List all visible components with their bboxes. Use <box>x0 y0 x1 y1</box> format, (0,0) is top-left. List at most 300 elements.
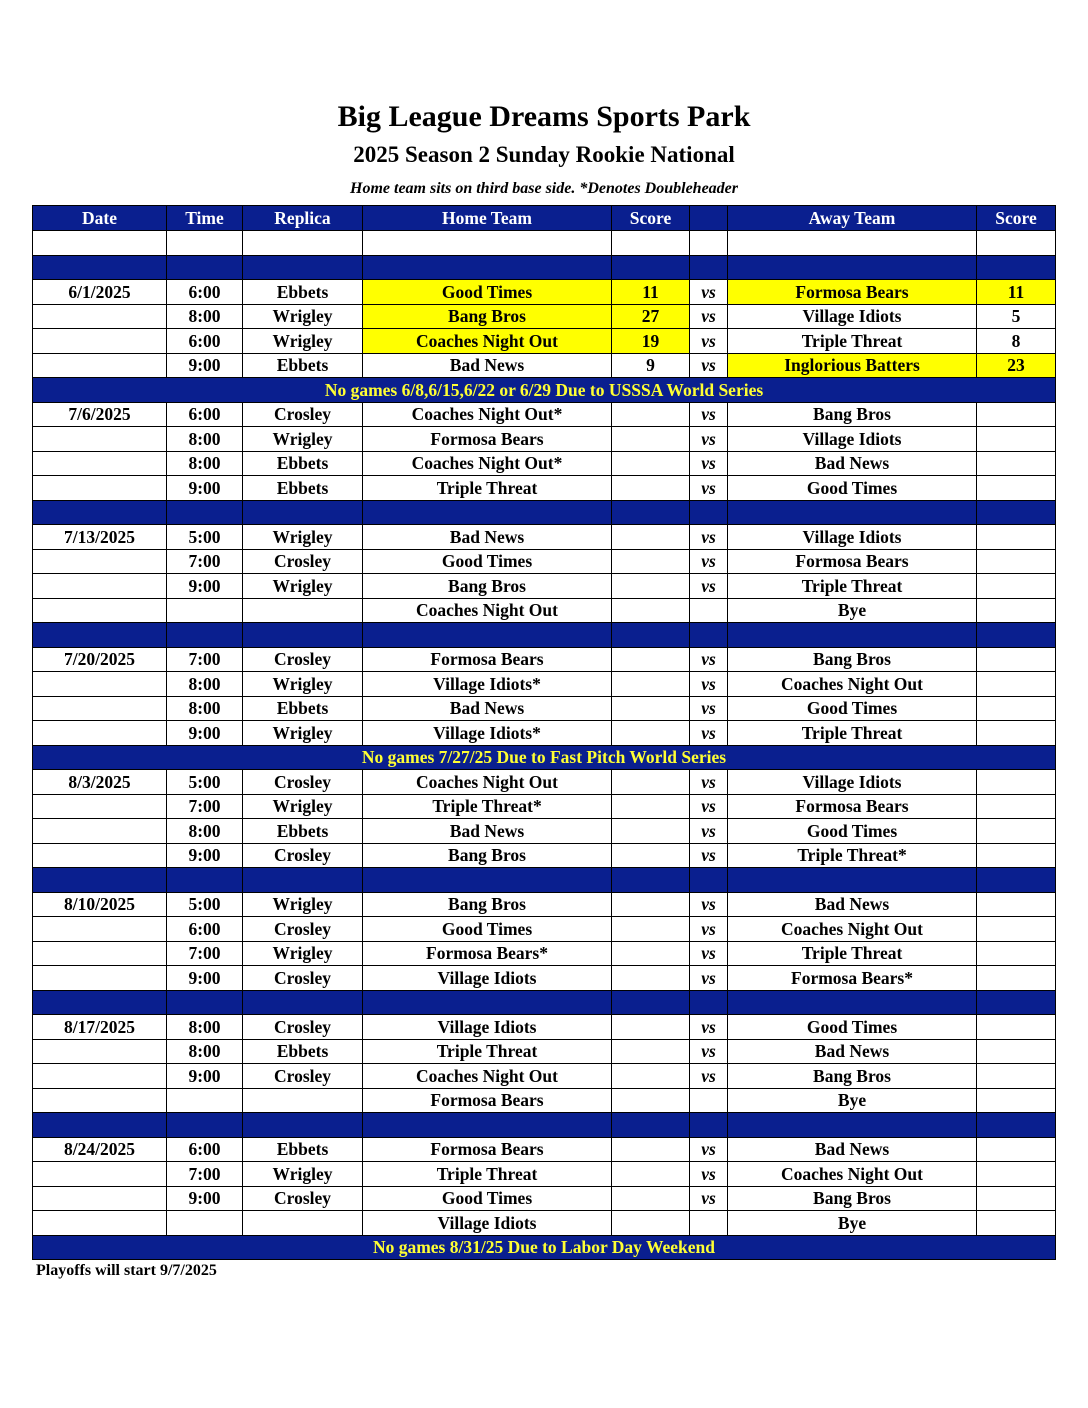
home-score-cell <box>612 427 690 452</box>
replica-cell: Ebbets <box>243 476 363 501</box>
home-team-cell: Coaches Night Out <box>363 770 612 795</box>
replica-cell: Ebbets <box>243 451 363 476</box>
home-score-cell: 9 <box>612 353 690 378</box>
column-header <box>690 206 728 231</box>
home-score-cell <box>612 721 690 746</box>
week-separator-row <box>33 623 1056 648</box>
vs-cell: vs <box>690 819 728 844</box>
away-score-cell <box>977 770 1056 795</box>
away-team-cell: Bang Bros <box>728 1064 977 1089</box>
date-cell <box>33 819 167 844</box>
empty-cell <box>977 500 1056 525</box>
game-row <box>33 647 1056 672</box>
empty-cell <box>612 868 690 893</box>
banner-text: No games 7/27/25 Due to Fast Pitch World Series <box>33 745 1056 770</box>
game-row <box>33 1039 1056 1064</box>
vs-cell: vs <box>690 1162 728 1187</box>
away-team-cell: Bad News <box>728 1039 977 1064</box>
away-team-cell: Triple Threat <box>728 574 977 599</box>
empty-cell <box>33 868 167 893</box>
away-score-cell <box>977 1211 1056 1236</box>
home-score-cell: 27 <box>612 304 690 329</box>
time-cell: 6:00 <box>167 280 243 305</box>
date-cell: 6/1/2025 <box>33 280 167 305</box>
home-team-cell: Village Idiots <box>363 1211 612 1236</box>
empty-cell <box>363 231 612 256</box>
away-team-cell: Coaches Night Out <box>728 672 977 697</box>
home-team-cell: Bang Bros <box>363 892 612 917</box>
replica-cell: Wrigley <box>243 794 363 819</box>
away-team-cell: Formosa Bears <box>728 549 977 574</box>
empty-cell <box>33 623 167 648</box>
vs-cell <box>690 598 728 623</box>
time-cell: 6:00 <box>167 329 243 354</box>
replica-cell: Wrigley <box>243 892 363 917</box>
time-cell: 7:00 <box>167 549 243 574</box>
home-team-cell: Formosa Bears <box>363 1137 612 1162</box>
empty-cell <box>363 623 612 648</box>
home-score-cell <box>612 402 690 427</box>
date-cell: 7/13/2025 <box>33 525 167 550</box>
away-score-cell <box>977 721 1056 746</box>
date-cell <box>33 598 167 623</box>
home-score-cell <box>612 696 690 721</box>
replica-cell: Ebbets <box>243 353 363 378</box>
away-team-cell: Good Times <box>728 819 977 844</box>
vs-cell: vs <box>690 402 728 427</box>
vs-cell: vs <box>690 1186 728 1211</box>
date-cell <box>33 1186 167 1211</box>
home-team-cell: Bad News <box>363 819 612 844</box>
away-team-cell: Formosa Bears <box>728 280 977 305</box>
time-cell: 6:00 <box>167 1137 243 1162</box>
away-score-cell <box>977 672 1056 697</box>
vs-cell: vs <box>690 353 728 378</box>
home-team-cell: Good Times <box>363 280 612 305</box>
home-team-cell: Bad News <box>363 353 612 378</box>
away-team-cell: Bye <box>728 1088 977 1113</box>
no-games-banner <box>33 378 1056 403</box>
away-team-cell: Bad News <box>728 451 977 476</box>
date-cell <box>33 329 167 354</box>
empty-cell <box>728 1113 977 1138</box>
away-score-cell: 5 <box>977 304 1056 329</box>
game-row <box>33 819 1056 844</box>
game-row <box>33 941 1056 966</box>
empty-cell <box>728 990 977 1015</box>
week-separator-row <box>33 990 1056 1015</box>
replica-cell: Ebbets <box>243 819 363 844</box>
date-cell <box>33 794 167 819</box>
replica-cell <box>243 598 363 623</box>
away-team-cell: Triple Threat <box>728 329 977 354</box>
date-cell: 7/20/2025 <box>33 647 167 672</box>
game-row <box>33 1064 1056 1089</box>
time-cell: 9:00 <box>167 966 243 991</box>
away-score-cell <box>977 598 1056 623</box>
replica-cell: Wrigley <box>243 329 363 354</box>
vs-cell: vs <box>690 721 728 746</box>
away-score-cell <box>977 696 1056 721</box>
time-cell: 9:00 <box>167 843 243 868</box>
empty-cell <box>167 868 243 893</box>
empty-cell <box>243 500 363 525</box>
time-cell: 7:00 <box>167 1162 243 1187</box>
home-team-cell: Good Times <box>363 1186 612 1211</box>
replica-cell: Crosley <box>243 843 363 868</box>
date-cell <box>33 721 167 746</box>
game-row <box>33 1162 1056 1187</box>
blank-row <box>33 231 1056 256</box>
empty-cell <box>728 231 977 256</box>
away-score-cell <box>977 427 1056 452</box>
away-score-cell <box>977 1137 1056 1162</box>
away-team-cell: Bang Bros <box>728 647 977 672</box>
away-team-cell: Good Times <box>728 476 977 501</box>
column-header: Time <box>167 206 243 231</box>
time-cell: 6:00 <box>167 917 243 942</box>
week-separator-row <box>33 1113 1056 1138</box>
away-score-cell <box>977 819 1056 844</box>
no-games-banner <box>33 745 1056 770</box>
no-games-banner <box>33 1235 1056 1260</box>
game-row <box>33 1015 1056 1040</box>
replica-cell: Crosley <box>243 647 363 672</box>
date-cell <box>33 304 167 329</box>
empty-cell <box>363 1113 612 1138</box>
date-cell: 8/3/2025 <box>33 770 167 795</box>
home-score-cell <box>612 574 690 599</box>
table-header-row <box>33 206 1056 231</box>
away-score-cell <box>977 574 1056 599</box>
home-team-cell: Formosa Bears <box>363 647 612 672</box>
schedule-table <box>32 205 1056 1260</box>
vs-cell: vs <box>690 304 728 329</box>
game-row <box>33 843 1056 868</box>
home-score-cell <box>612 819 690 844</box>
time-cell <box>167 1088 243 1113</box>
away-score-cell <box>977 549 1056 574</box>
vs-cell: vs <box>690 966 728 991</box>
empty-cell <box>690 500 728 525</box>
empty-cell <box>612 1113 690 1138</box>
date-cell <box>33 917 167 942</box>
home-team-cell: Good Times <box>363 549 612 574</box>
empty-cell <box>33 990 167 1015</box>
replica-cell: Crosley <box>243 1064 363 1089</box>
time-cell <box>167 598 243 623</box>
away-team-cell: Triple Threat <box>728 721 977 746</box>
home-score-cell <box>612 770 690 795</box>
vs-cell: vs <box>690 892 728 917</box>
vs-cell: vs <box>690 1039 728 1064</box>
time-cell: 7:00 <box>167 647 243 672</box>
home-team-cell: Village Idiots <box>363 966 612 991</box>
date-cell <box>33 843 167 868</box>
time-cell: 8:00 <box>167 672 243 697</box>
date-cell: 8/10/2025 <box>33 892 167 917</box>
home-score-cell <box>612 917 690 942</box>
game-row <box>33 966 1056 991</box>
column-header: Score <box>612 206 690 231</box>
empty-cell <box>728 255 977 280</box>
away-team-cell: Bye <box>728 1211 977 1236</box>
empty-cell <box>243 990 363 1015</box>
empty-cell <box>612 500 690 525</box>
replica-cell: Crosley <box>243 1186 363 1211</box>
date-cell: 8/17/2025 <box>33 1015 167 1040</box>
date-cell <box>33 966 167 991</box>
time-cell <box>167 1211 243 1236</box>
date-cell <box>33 941 167 966</box>
empty-cell <box>33 231 167 256</box>
away-team-cell: Good Times <box>728 1015 977 1040</box>
empty-cell <box>728 623 977 648</box>
away-score-cell <box>977 1186 1056 1211</box>
away-score-cell <box>977 794 1056 819</box>
home-score-cell <box>612 451 690 476</box>
replica-cell: Wrigley <box>243 721 363 746</box>
home-score-cell <box>612 647 690 672</box>
time-cell: 8:00 <box>167 1039 243 1064</box>
week-separator-row <box>33 868 1056 893</box>
empty-cell <box>690 868 728 893</box>
home-team-cell: Formosa Bears <box>363 1088 612 1113</box>
date-cell <box>33 1039 167 1064</box>
empty-cell <box>363 868 612 893</box>
away-team-cell: Formosa Bears* <box>728 966 977 991</box>
game-row <box>33 549 1056 574</box>
game-row <box>33 1186 1056 1211</box>
vs-cell: vs <box>690 1015 728 1040</box>
away-team-cell: Bye <box>728 598 977 623</box>
away-score-cell <box>977 476 1056 501</box>
vs-cell: vs <box>690 549 728 574</box>
away-score-cell <box>977 1039 1056 1064</box>
replica-cell: Ebbets <box>243 1137 363 1162</box>
time-cell: 8:00 <box>167 427 243 452</box>
vs-cell <box>690 1211 728 1236</box>
time-cell: 9:00 <box>167 574 243 599</box>
empty-cell <box>167 231 243 256</box>
empty-cell <box>728 500 977 525</box>
replica-cell: Crosley <box>243 1015 363 1040</box>
away-score-cell <box>977 843 1056 868</box>
home-team-cell: Bad News <box>363 525 612 550</box>
vs-cell: vs <box>690 1137 728 1162</box>
time-cell: 5:00 <box>167 525 243 550</box>
away-score-cell <box>977 647 1056 672</box>
game-row <box>33 525 1056 550</box>
home-score-cell <box>612 1088 690 1113</box>
vs-cell: vs <box>690 696 728 721</box>
time-cell: 9:00 <box>167 353 243 378</box>
away-score-cell: 23 <box>977 353 1056 378</box>
game-row <box>33 574 1056 599</box>
time-cell: 9:00 <box>167 1186 243 1211</box>
time-cell: 9:00 <box>167 1064 243 1089</box>
vs-cell <box>690 1088 728 1113</box>
game-row <box>33 353 1056 378</box>
away-score-cell <box>977 1064 1056 1089</box>
home-score-cell <box>612 941 690 966</box>
replica-cell: Wrigley <box>243 941 363 966</box>
replica-cell: Wrigley <box>243 304 363 329</box>
replica-cell: Wrigley <box>243 672 363 697</box>
replica-cell: Crosley <box>243 917 363 942</box>
away-team-cell: Village Idiots <box>728 427 977 452</box>
game-row <box>33 329 1056 354</box>
time-cell: 8:00 <box>167 304 243 329</box>
empty-cell <box>690 231 728 256</box>
header-note: Home team sits on third base side. *Denotes Doubleheader <box>350 180 738 197</box>
game-row <box>33 451 1056 476</box>
away-score-cell: 8 <box>977 329 1056 354</box>
replica-cell: Crosley <box>243 966 363 991</box>
replica-cell: Ebbets <box>243 1039 363 1064</box>
time-cell: 9:00 <box>167 721 243 746</box>
vs-cell: vs <box>690 1064 728 1089</box>
vs-cell: vs <box>690 280 728 305</box>
away-team-cell: Bang Bros <box>728 402 977 427</box>
time-cell: 8:00 <box>167 1015 243 1040</box>
empty-cell <box>243 231 363 256</box>
empty-cell <box>243 623 363 648</box>
date-cell <box>33 696 167 721</box>
home-team-cell: Bang Bros <box>363 574 612 599</box>
away-team-cell: Bang Bros <box>728 1186 977 1211</box>
time-cell: 5:00 <box>167 770 243 795</box>
home-team-cell: Village Idiots* <box>363 721 612 746</box>
vs-cell: vs <box>690 917 728 942</box>
home-score-cell <box>612 1211 690 1236</box>
time-cell: 8:00 <box>167 696 243 721</box>
replica-cell: Wrigley <box>243 525 363 550</box>
home-team-cell: Coaches Night Out <box>363 1064 612 1089</box>
away-score-cell <box>977 966 1056 991</box>
empty-cell <box>167 1113 243 1138</box>
away-score-cell <box>977 941 1056 966</box>
home-score-cell <box>612 794 690 819</box>
game-row <box>33 1137 1056 1162</box>
game-row <box>33 696 1056 721</box>
vs-cell: vs <box>690 770 728 795</box>
home-team-cell: Bang Bros <box>363 843 612 868</box>
playoffs-note: Playoffs will start 9/7/2025 <box>36 1262 217 1279</box>
home-score-cell: 19 <box>612 329 690 354</box>
date-cell <box>33 353 167 378</box>
replica-cell: Crosley <box>243 549 363 574</box>
away-team-cell: Triple Threat* <box>728 843 977 868</box>
away-score-cell <box>977 917 1056 942</box>
away-team-cell: Good Times <box>728 696 977 721</box>
home-team-cell: Good Times <box>363 917 612 942</box>
game-row <box>33 794 1056 819</box>
column-header: Away Team <box>728 206 977 231</box>
game-row <box>33 672 1056 697</box>
date-cell <box>33 1088 167 1113</box>
empty-cell <box>690 623 728 648</box>
away-team-cell: Triple Threat <box>728 941 977 966</box>
empty-cell <box>167 990 243 1015</box>
game-row <box>33 1088 1056 1113</box>
away-score-cell: 11 <box>977 280 1056 305</box>
replica-cell: Wrigley <box>243 427 363 452</box>
date-cell <box>33 574 167 599</box>
home-team-cell: Coaches Night Out <box>363 598 612 623</box>
home-team-cell: Formosa Bears <box>363 427 612 452</box>
date-cell <box>33 427 167 452</box>
home-score-cell <box>612 1137 690 1162</box>
game-row <box>33 280 1056 305</box>
away-score-cell <box>977 451 1056 476</box>
column-header: Replica <box>243 206 363 231</box>
away-score-cell <box>977 402 1056 427</box>
empty-cell <box>33 255 167 280</box>
home-team-cell: Triple Threat <box>363 1162 612 1187</box>
empty-cell <box>690 255 728 280</box>
empty-cell <box>363 990 612 1015</box>
home-team-cell: Triple Threat <box>363 1039 612 1064</box>
game-row <box>33 770 1056 795</box>
game-row <box>33 892 1056 917</box>
empty-cell <box>612 990 690 1015</box>
date-cell: 8/24/2025 <box>33 1137 167 1162</box>
empty-cell <box>243 1113 363 1138</box>
empty-cell <box>167 500 243 525</box>
time-cell: 7:00 <box>167 941 243 966</box>
away-score-cell <box>977 1088 1056 1113</box>
away-team-cell: Coaches Night Out <box>728 917 977 942</box>
home-team-cell: Village Idiots <box>363 1015 612 1040</box>
away-score-cell <box>977 525 1056 550</box>
vs-cell: vs <box>690 794 728 819</box>
home-score-cell: 11 <box>612 280 690 305</box>
replica-cell <box>243 1088 363 1113</box>
time-cell: 6:00 <box>167 402 243 427</box>
home-score-cell <box>612 476 690 501</box>
game-row <box>33 917 1056 942</box>
column-header: Score <box>977 206 1056 231</box>
away-score-cell <box>977 1015 1056 1040</box>
time-cell: 8:00 <box>167 451 243 476</box>
empty-cell <box>612 231 690 256</box>
replica-cell: Ebbets <box>243 696 363 721</box>
time-cell: 5:00 <box>167 892 243 917</box>
away-team-cell: Formosa Bears <box>728 794 977 819</box>
home-score-cell <box>612 525 690 550</box>
schedule-body <box>33 231 1056 1260</box>
date-cell <box>33 1064 167 1089</box>
vs-cell: vs <box>690 574 728 599</box>
time-cell: 7:00 <box>167 794 243 819</box>
away-score-cell <box>977 892 1056 917</box>
date-cell <box>33 1162 167 1187</box>
home-score-cell <box>612 1162 690 1187</box>
column-header: Home Team <box>363 206 612 231</box>
home-score-cell <box>612 966 690 991</box>
home-score-cell <box>612 598 690 623</box>
empty-cell <box>690 1113 728 1138</box>
page-title: Big League Dreams Sports Park <box>337 100 751 133</box>
home-score-cell <box>612 1015 690 1040</box>
banner-text: No games 6/8,6/15,6/22 or 6/29 Due to USSSA World Series <box>33 378 1056 403</box>
game-row <box>33 476 1056 501</box>
date-cell <box>33 549 167 574</box>
vs-cell: vs <box>690 941 728 966</box>
empty-cell <box>243 868 363 893</box>
empty-cell <box>243 255 363 280</box>
